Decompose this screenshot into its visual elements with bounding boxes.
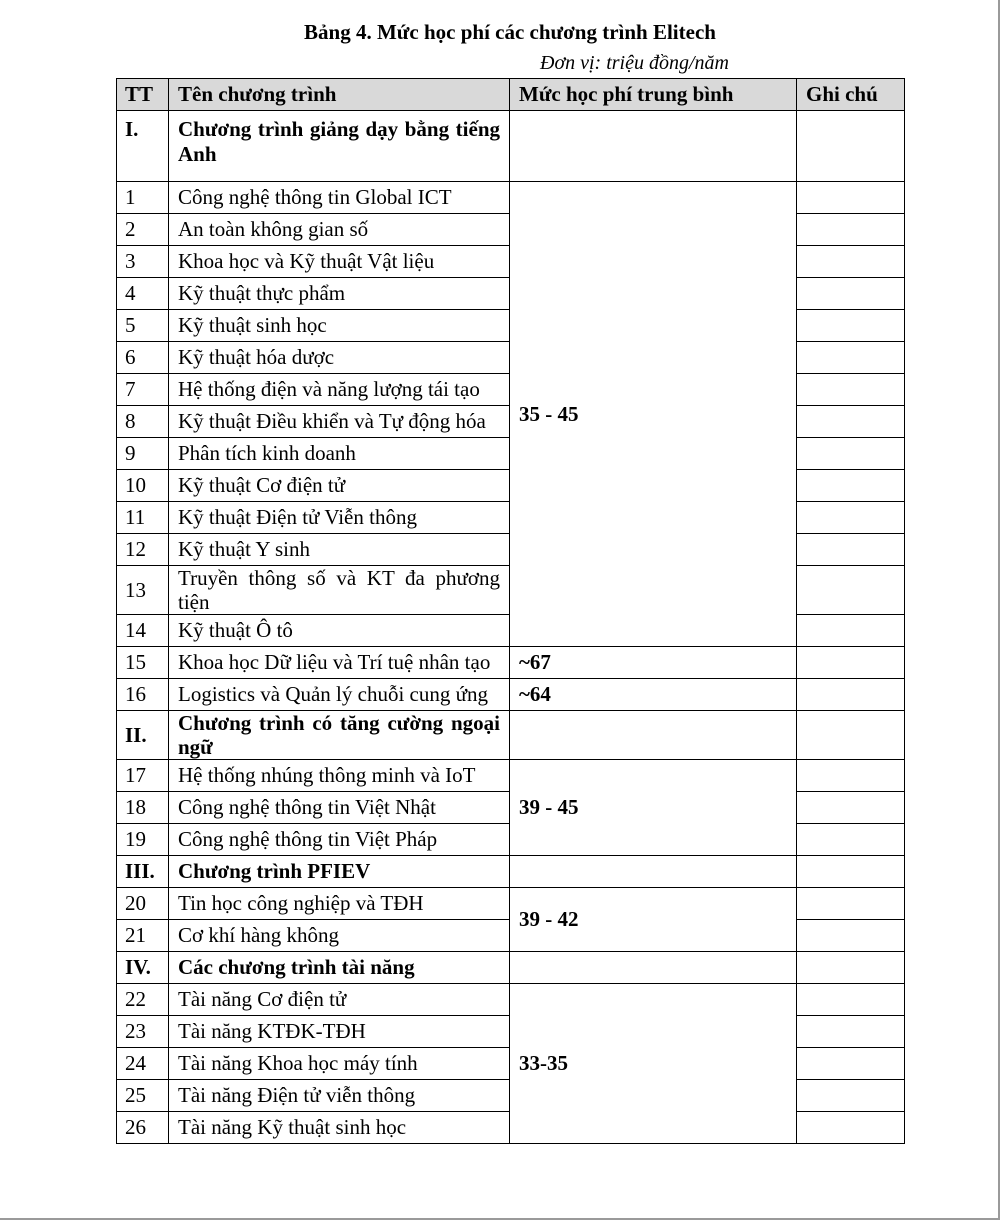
table-row: [117, 182, 905, 214]
row-number: 16: [117, 679, 169, 711]
note-cell: [797, 470, 905, 502]
note-cell: [797, 952, 905, 984]
note-cell: [797, 615, 905, 647]
section-row: [117, 952, 905, 984]
note-cell: [797, 647, 905, 679]
section-number: I.: [117, 111, 169, 182]
fee-cell: 39 - 45: [510, 760, 797, 856]
program-name: Hệ thống nhúng thông minh và IoT: [169, 760, 510, 792]
note-cell: [797, 760, 905, 792]
row-number: 13: [117, 566, 169, 615]
row-number: 14: [117, 615, 169, 647]
program-name: Kỹ thuật hóa dược: [169, 342, 510, 374]
note-cell: [797, 792, 905, 824]
note-cell: [797, 984, 905, 1016]
tuition-table: [116, 78, 905, 1144]
note-cell: [797, 502, 905, 534]
row-number: 7: [117, 374, 169, 406]
row-number: 21: [117, 920, 169, 952]
program-name: Kỹ thuật thực phẩm: [169, 278, 510, 310]
row-number: 26: [117, 1112, 169, 1144]
program-name: Khoa học Dữ liệu và Trí tuệ nhân tạo: [169, 647, 510, 679]
program-name: Tin học công nghiệp và TĐH: [169, 888, 510, 920]
note-cell: [797, 438, 905, 470]
program-name: Tài năng Cơ điện tử: [169, 984, 510, 1016]
note-cell: [797, 888, 905, 920]
program-name: Công nghệ thông tin Việt Pháp: [169, 824, 510, 856]
program-name: Logistics và Quản lý chuỗi cung ứng: [169, 679, 510, 711]
row-number: 22: [117, 984, 169, 1016]
program-name: Kỹ thuật Y sinh: [169, 534, 510, 566]
row-number: 25: [117, 1080, 169, 1112]
fee-cell: 35 - 45: [510, 182, 797, 647]
row-number: 12: [117, 534, 169, 566]
fee-cell: ~64: [510, 679, 797, 711]
program-name: Truyền thông số và KT đa phương tiện: [169, 566, 510, 615]
note-cell: [797, 406, 905, 438]
row-number: 11: [117, 502, 169, 534]
header-program-name: Tên chương trình: [169, 79, 510, 111]
fee-cell: ~67: [510, 647, 797, 679]
note-cell: [797, 566, 905, 615]
section-row: [117, 111, 905, 182]
note-cell: [797, 214, 905, 246]
row-number: 5: [117, 310, 169, 342]
row-number: 10: [117, 470, 169, 502]
row-number: 9: [117, 438, 169, 470]
program-name: Tài năng KTĐK-TĐH: [169, 1016, 510, 1048]
section-row: [117, 711, 905, 760]
program-name: Tài năng Khoa học máy tính: [169, 1048, 510, 1080]
fee-cell: [510, 111, 797, 182]
fee-cell: [510, 952, 797, 984]
program-name: Hệ thống điện và năng lượng tái tạo: [169, 374, 510, 406]
row-number: 18: [117, 792, 169, 824]
section-number: III.: [117, 856, 169, 888]
note-cell: [797, 679, 905, 711]
note-cell: [797, 920, 905, 952]
header-note: Ghi chú: [797, 79, 905, 111]
table-row: [117, 679, 905, 711]
row-number: 19: [117, 824, 169, 856]
unit-note: Đơn vị: triệu đồng/năm: [540, 52, 729, 74]
row-number: 4: [117, 278, 169, 310]
table-row: [117, 760, 905, 792]
program-name: Công nghệ thông tin Global ICT: [169, 182, 510, 214]
row-number: 8: [117, 406, 169, 438]
row-number: 1: [117, 182, 169, 214]
note-cell: [797, 711, 905, 760]
program-name: An toàn không gian số: [169, 214, 510, 246]
program-name: Kỹ thuật Điều khiển và Tự động hóa: [169, 406, 510, 438]
note-cell: [797, 1112, 905, 1144]
program-name: Phân tích kinh doanh: [169, 438, 510, 470]
note-cell: [797, 111, 905, 182]
row-number: 3: [117, 246, 169, 278]
program-name: Tài năng Kỹ thuật sinh học: [169, 1112, 510, 1144]
program-name: Tài năng Điện tử viễn thông: [169, 1080, 510, 1112]
note-cell: [797, 1048, 905, 1080]
table-row: [117, 984, 905, 1016]
section-title: Chương trình có tăng cường ngoại ngữ: [169, 711, 510, 760]
section-number: II.: [117, 711, 169, 760]
section-row: [117, 856, 905, 888]
note-cell: [797, 278, 905, 310]
fee-cell: 39 - 42: [510, 888, 797, 952]
note-cell: [797, 182, 905, 214]
section-number: IV.: [117, 952, 169, 984]
row-number: 2: [117, 214, 169, 246]
program-name: Kỹ thuật Điện tử Viễn thông: [169, 502, 510, 534]
row-number: 17: [117, 760, 169, 792]
table-row: [117, 888, 905, 920]
fee-cell: [510, 711, 797, 760]
row-number: 24: [117, 1048, 169, 1080]
section-title: Chương trình giảng dạy bằng tiếng Anh: [169, 111, 510, 182]
note-cell: [797, 856, 905, 888]
note-cell: [797, 824, 905, 856]
note-cell: [797, 246, 905, 278]
row-number: 15: [117, 647, 169, 679]
note-cell: [797, 374, 905, 406]
row-number: 6: [117, 342, 169, 374]
program-name: Cơ khí hàng không: [169, 920, 510, 952]
note-cell: [797, 310, 905, 342]
note-cell: [797, 534, 905, 566]
row-number: 20: [117, 888, 169, 920]
header-average-fee: Mức học phí trung bình: [510, 79, 797, 111]
fee-cell: [510, 856, 797, 888]
note-cell: [797, 342, 905, 374]
section-title: Chương trình PFIEV: [169, 856, 510, 888]
row-number: 23: [117, 1016, 169, 1048]
program-name: Khoa học và Kỹ thuật Vật liệu: [169, 246, 510, 278]
program-name: Kỹ thuật Ô tô: [169, 615, 510, 647]
fee-cell: 33-35: [510, 984, 797, 1144]
program-name: Công nghệ thông tin Việt Nhật: [169, 792, 510, 824]
header-row: [117, 79, 905, 111]
section-title: Các chương trình tài năng: [169, 952, 510, 984]
note-cell: [797, 1016, 905, 1048]
table-caption: Bảng 4. Mức học phí các chương trình Elitech: [304, 20, 716, 44]
table-row: [117, 647, 905, 679]
header-tt: TT: [117, 79, 169, 111]
program-name: Kỹ thuật Cơ điện tử: [169, 470, 510, 502]
program-name: Kỹ thuật sinh học: [169, 310, 510, 342]
note-cell: [797, 1080, 905, 1112]
